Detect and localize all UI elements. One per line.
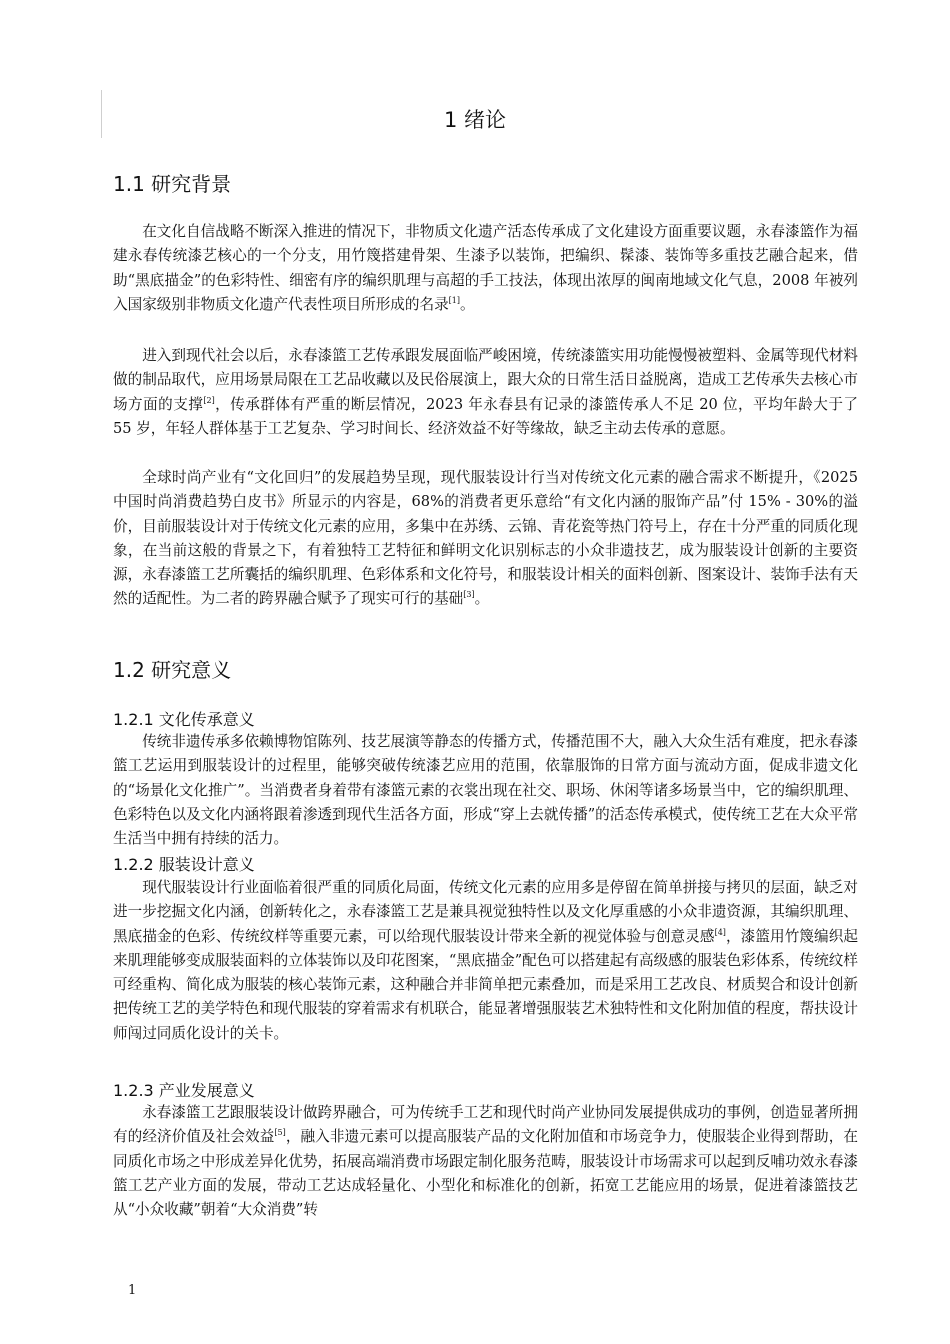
chapter-title: 1 绪论 — [443, 108, 507, 132]
citation-ref: [2] — [203, 395, 215, 405]
paragraph-text: ，融入非遗元素可以提高服装产品的文化附加值和市场竞争力，使服装企业得到帮助，在同质化市场之中形成差异化优势，拓展高端消费市场跟定制化服务范畴，服装设计市场需求可以起到反哺功效永春漆篮工艺产业方面的发展，带动工艺达成轻量化、小型化和标准化的创新，拓宽工艺能应用的场景，促进着漆篮技艺从“小众收藏”朝着“大众消费”转 — [113, 1128, 858, 1219]
citation-ref: [5] — [274, 1128, 286, 1138]
paragraph-tail: 。 — [474, 590, 490, 608]
paragraph-text: 传统非遗传承多依赖博物馆陈列、技艺展演等静态的传播方式，传播范围不大，融入大众生活有难度，把永春漆篮工艺运用到服装设计的过程里，能够突破传统漆艺应用的范围，依靠服饰的日常方面与流动方面，促成非遗文化的“场景化文化推广”。当消费者身着带有漆篮元素的衣裳出现在社交、职场、休闲等诸多场景当中，它的编织肌理、色彩特色以及文化内涵将跟着渗透到现代生活各方面，形成“穿上去就传播”的活态传承模式，使传统工艺在大众平常生活当中拥有持续的活力。 — [113, 733, 858, 848]
citation-ref: [4] — [714, 927, 726, 937]
paragraph-text: 全球时尚产业有“文化回归”的发展趋势呈现，现代服装设计行当对传统文化元素的融合需求不断提升，《2025 中国时尚消费趋势白皮书》所显示的内容是，68%的消费者更乐意给“有文化内涵的服饰产品”付 15% - 30%的溢价，目前服装设计对于传统文化元素的应用，多集中在苏绣、云锦、青花瓷等热门符号上，存在十分严重的同质化现象，在当前这般的背景之下，有着独特工艺特征和鲜明文化识别标志的小众非遗技艺，成为服装设计创新的主要资源，永春漆篮工艺所囊括的编织肌理、色彩体系和文化符号，和服装设计相关的面料创新、图案设计、装饰手法有天然的适配性。为二者的跨界融合赋予了现实可行的基础 — [113, 469, 858, 608]
section-heading-background: 1.1 研究背景 — [113, 172, 232, 196]
page-number: 1 — [128, 1283, 137, 1298]
paragraph-cultural — [113, 730, 858, 851]
paragraph-text: ，漆篮用竹篾编织起来肌理能够变成服装面料的立体装饰以及印花图案，“黑底描金”配色可以搭建起有高级感的服装色彩体系，传统纹样可经重构、简化成为服装的核心装饰元素，这种融合并非简单把元素叠加，而是采用工艺改良、材质契合和设计创新把传统工艺的美学特色和现代服装的穿着需求有机联合，能显著增强服装艺术独特性和文化附加值的程度，帮扶设计师闯过同质化设计的关卡。 — [113, 927, 858, 1042]
paragraph-industry — [113, 1101, 858, 1222]
section-heading-significance: 1.2 研究意义 — [113, 658, 232, 682]
paragraph-tail: 。 — [460, 295, 475, 313]
paragraph-background-2 — [113, 344, 858, 441]
paragraph-background-1 — [113, 220, 858, 317]
paragraph-text: 永春漆篮工艺跟服装设计做跨界融合，可为传统手工艺和现代时尚产业协同发展提供成功的事例，创造显著所拥有的经济价值及社会效益 — [113, 1104, 858, 1146]
subsection-heading-industry: 1.2.3 产业发展意义 — [113, 1081, 255, 1100]
subsection-heading-design: 1.2.2 服装设计意义 — [113, 855, 255, 874]
subsection-heading-cultural: 1.2.1 文化传承意义 — [113, 710, 255, 729]
paragraph-design — [113, 876, 858, 1046]
paragraph-text: 现代服装设计行业面临着很严重的同质化局面，传统文化元素的应用多是停留在简单拼接与拷贝的层面，缺乏对进一步挖掘文化内涵，创新转化之，永春漆篮工艺是兼具视觉独特性以及文化厚重感的小众非遗资源，其编织肌理、黑底描金的色彩、传统纹样等重要元素，可以给现代服装设计带来全新的视觉体验与创意灵感 — [113, 879, 858, 945]
paragraph-text: ，传承群体有严重的断层情况，2023 年永春县有记录的漆篮传承人不足 20 位，平均年龄大于了 55 岁，年轻人群体基于工艺复杂、学习时间长、经济效益不好等缘故，缺乏主动去传承的意愿。 — [113, 395, 858, 437]
paragraph-text: 进入到现代社会以后，永春漆篮工艺传承跟发展面临严峻困境，传统漆篮实用功能慢慢被塑料、金属等现代材料做的制品取代，应用场景局限在工艺品收藏以及民俗展演上，跟大众的日常生活日益脱离，造成工艺传承失去核心市场方面的支撑 — [113, 347, 858, 413]
paragraph-text: 在文化自信战略不断深入推进的情况下，非物质文化遗产活态传承成了文化建设方面重要议题，永春漆篮作为福建永春传统漆艺核心的一个分支，用竹篾搭建骨架、生漆予以装饰，把编织、髹漆、装饰等多重技艺融合起来，借助“黑底描金”的色彩特性、细密有序的编织肌理与高超的手工技法，体现出浓厚的闽南地域文化气息，2008 年被列入国家级别非物质文化遗产代表性项目所形成的名录 — [113, 223, 858, 313]
paragraph-background-3 — [113, 466, 858, 612]
citation-ref: [1] — [448, 295, 461, 305]
citation-ref: [3] — [463, 590, 475, 600]
